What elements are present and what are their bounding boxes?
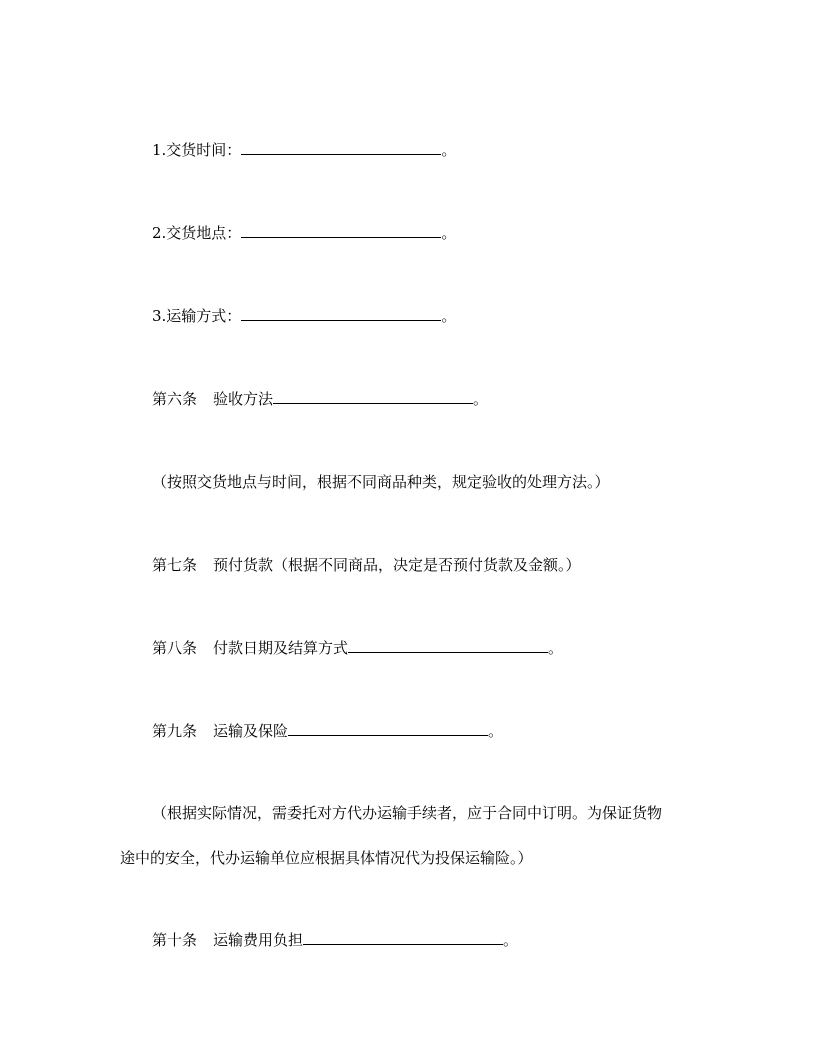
article-number: 第九条 — [152, 722, 198, 740]
fill-in-blank — [348, 638, 548, 653]
article-number: 第六条 — [152, 390, 198, 408]
item-end: 。 — [441, 141, 457, 159]
item-delivery-time — [152, 140, 456, 160]
article-8 — [152, 638, 563, 658]
fill-in-blank — [288, 721, 488, 736]
article-title: 运输费用负担 — [213, 931, 304, 949]
item-label: 1.交货时间： — [152, 141, 242, 159]
article-10 — [152, 930, 518, 950]
article-title: 验收方法 — [213, 390, 274, 408]
article-end: 。 — [503, 931, 519, 949]
fill-in-blank — [303, 930, 503, 945]
item-end: 。 — [441, 224, 457, 242]
fill-in-blank — [273, 389, 473, 404]
article-end: 。 — [473, 390, 489, 408]
article-end: 。 — [488, 722, 504, 740]
article-6 — [152, 389, 488, 409]
note-article-6: （按照交货地点与时间，根据不同商品种类，规定验收的处理方法。） — [152, 473, 610, 491]
item-end: 。 — [441, 307, 457, 325]
article-number: 第七条 — [152, 556, 198, 574]
article-title: 运输及保险 — [213, 722, 289, 740]
item-delivery-place — [152, 223, 456, 243]
note-article-9-line-1: （根据实际情况，需委托对方代办运输手续者，应于合同中订明。为保证货物 — [152, 804, 663, 822]
fill-in-blank — [241, 223, 441, 238]
article-title: 预付货款（根据不同商品，决定是否预付货款及金额。） — [213, 556, 581, 574]
item-label: 3.运输方式： — [152, 307, 242, 325]
article-9 — [152, 721, 503, 741]
item-transport-method — [152, 306, 456, 326]
note-article-9-line-2: 途中的安全，代办运输单位应根据具体情况代为投保运输险。） — [120, 849, 533, 867]
fill-in-blank — [241, 140, 441, 155]
article-title: 付款日期及结算方式 — [213, 639, 349, 657]
article-number: 第八条 — [152, 639, 198, 657]
fill-in-blank — [241, 306, 441, 321]
item-label: 2.交货地点： — [152, 224, 242, 242]
article-number: 第十条 — [152, 931, 198, 949]
article-end: 。 — [548, 639, 564, 657]
article-7 — [152, 555, 581, 575]
